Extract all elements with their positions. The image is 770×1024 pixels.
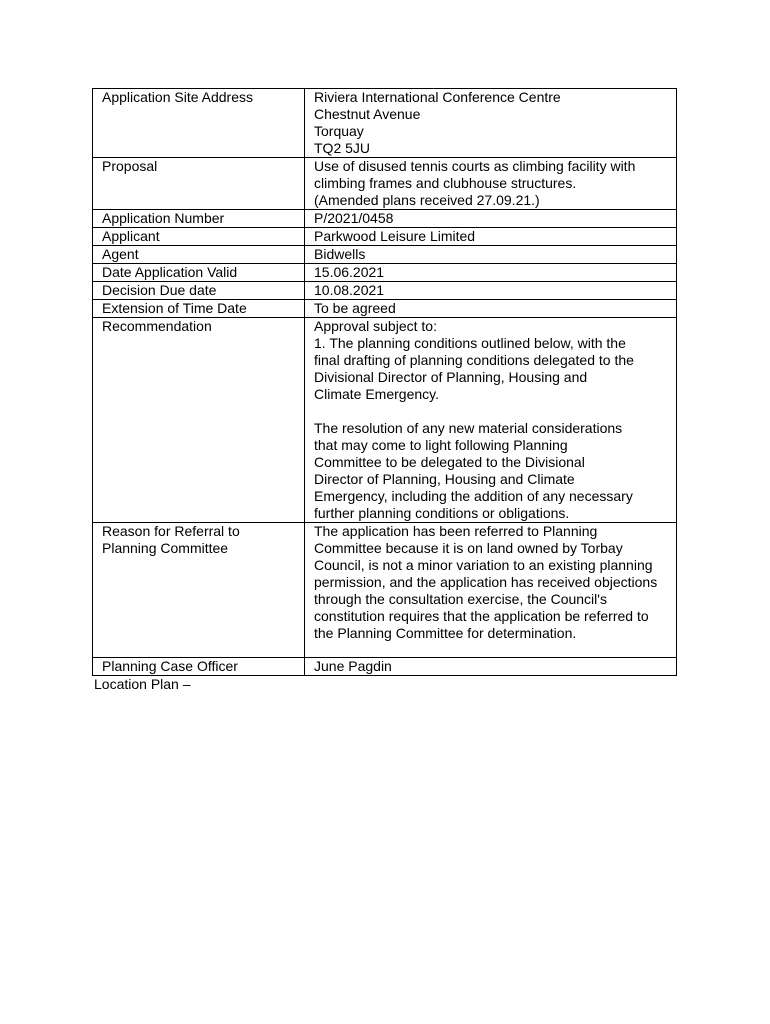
proposal-value — [305, 158, 677, 210]
recommendation-line: Divisional Director of Planning, Housing and — [314, 369, 588, 385]
location-plan-heading: Location Plan – — [94, 676, 191, 692]
recommendation-line: Committee to be delegated to the Divisional — [314, 454, 585, 470]
site-address-label: Application Site Address — [93, 89, 305, 158]
recommendation-line: Approval subject to: — [314, 318, 437, 334]
proposal-line: Use of disused tennis courts as climbing facility with — [314, 158, 636, 174]
recommendation-value — [305, 318, 677, 523]
recommendation-line: Emergency, including the addition of any necessary — [314, 488, 633, 504]
proposal-line: climbing frames and clubhouse structures. — [314, 175, 577, 191]
decision-due-value: 10.08.2021 — [305, 282, 677, 300]
row-date-valid — [93, 264, 677, 282]
recommendation-line: The resolution of any new material considerations — [314, 420, 623, 436]
row-application-number — [93, 210, 677, 228]
row-referral — [93, 523, 677, 658]
row-recommendation — [93, 318, 677, 523]
recommendation-label: Recommendation — [93, 318, 305, 523]
site-address-value — [305, 89, 677, 158]
referral-label-line: Reason for Referral to — [102, 523, 240, 539]
referral-line: The application has been referred to Planning — [314, 523, 598, 539]
row-decision-due — [93, 282, 677, 300]
row-agent — [93, 246, 677, 264]
application-details-table — [92, 88, 677, 676]
applicant-label: Applicant — [93, 228, 305, 246]
applicant-value: Parkwood Leisure Limited — [305, 228, 677, 246]
extension-value: To be agreed — [305, 300, 677, 318]
date-valid-label: Date Application Valid — [93, 264, 305, 282]
agent-label: Agent — [93, 246, 305, 264]
recommendation-line: final drafting of planning conditions delegated to the — [314, 352, 634, 368]
date-valid-value: 15.06.2021 — [305, 264, 677, 282]
referral-value — [305, 523, 677, 658]
application-number-value: P/2021/0458 — [305, 210, 677, 228]
proposal-line: (Amended plans received 27.09.21.) — [314, 192, 540, 208]
referral-line: Council, is not a minor variation to an existing planning — [314, 557, 653, 573]
address-line: Chestnut Avenue — [314, 106, 421, 122]
case-officer-value: June Pagdin — [305, 658, 677, 676]
paragraph-gap — [314, 403, 676, 420]
recommendation-line: further planning conditions or obligations. — [314, 505, 570, 521]
recommendation-line: Climate Emergency. — [314, 386, 440, 402]
proposal-label: Proposal — [93, 158, 305, 210]
address-line: TQ2 5JU — [314, 140, 371, 156]
case-officer-label: Planning Case Officer — [93, 658, 305, 676]
recommendation-line: 1. The planning conditions outlined below, with the — [314, 335, 626, 351]
agent-value: Bidwells — [305, 246, 677, 264]
row-site-address — [93, 89, 677, 158]
row-proposal — [93, 158, 677, 210]
extension-label: Extension of Time Date — [93, 300, 305, 318]
recommendation-line: that may come to light following Planning — [314, 437, 568, 453]
row-case-officer — [93, 658, 677, 676]
row-applicant — [93, 228, 677, 246]
address-line: Riviera International Conference Centre — [314, 89, 561, 105]
referral-label — [93, 523, 305, 658]
referral-line: permission, and the application has received objections — [314, 574, 658, 590]
referral-line: the Planning Committee for determination. — [314, 625, 577, 641]
decision-due-label: Decision Due date — [93, 282, 305, 300]
row-extension — [93, 300, 677, 318]
referral-line: Committee because it is on land owned by Torbay — [314, 540, 623, 556]
address-line: Torquay — [314, 123, 364, 139]
referral-line: constitution requires that the application be referred to — [314, 608, 649, 624]
recommendation-line: Director of Planning, Housing and Climate — [314, 471, 575, 487]
referral-line: through the consultation exercise, the Council's — [314, 591, 607, 607]
application-number-label: Application Number — [93, 210, 305, 228]
referral-label-line: Planning Committee — [102, 540, 229, 556]
